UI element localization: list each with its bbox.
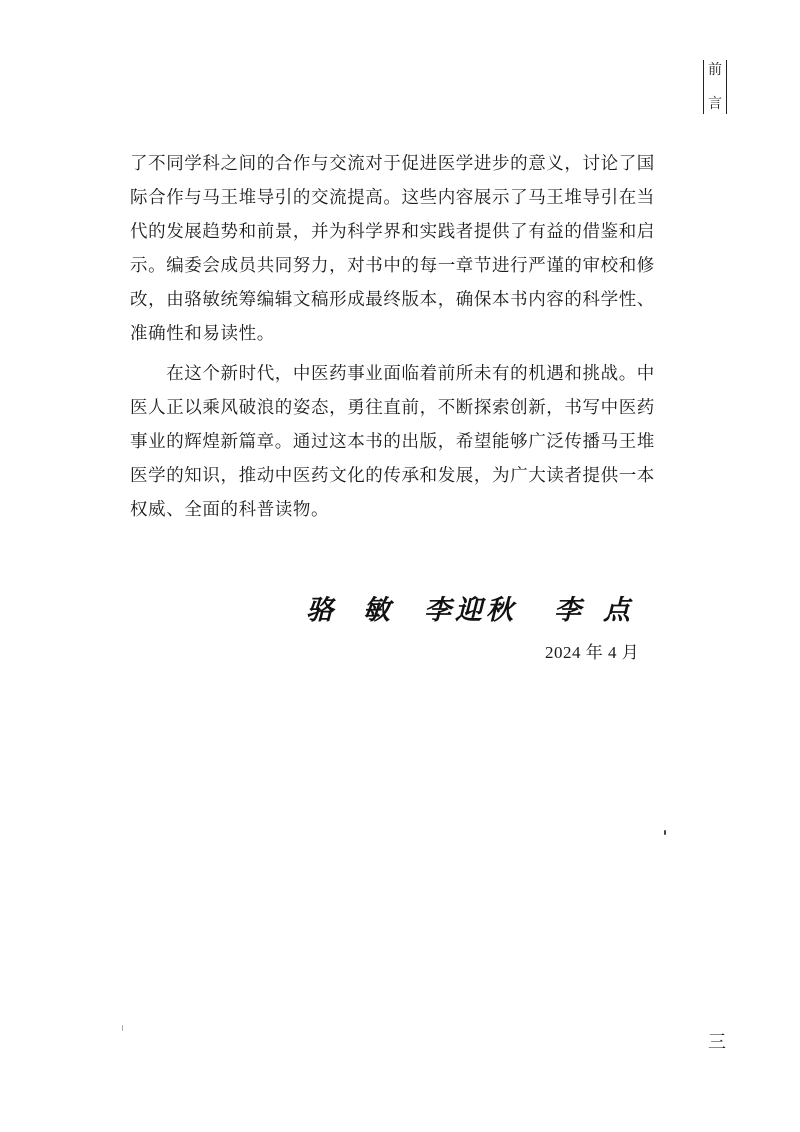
text-line: 权威、全面的科普读物。 xyxy=(130,500,330,520)
signing-date: 2024 年 4 月 xyxy=(545,643,640,662)
author-signatures xyxy=(306,588,652,636)
preface-body xyxy=(130,147,690,527)
text-line: 改，由骆敏统筹编辑文稿形成最终版本，确保本书内容的科学性、 xyxy=(130,290,655,310)
signature-3: 李点 xyxy=(554,595,652,626)
signature-2: 李迎秋 xyxy=(424,595,517,626)
signature-1: 骆敏 xyxy=(306,595,420,626)
paragraph-1 xyxy=(130,147,690,351)
page-number: 三 xyxy=(708,1032,726,1053)
text-line: 在这个新时代，中医药事业面临着前所未有的机遇和挑战。中 xyxy=(130,364,655,384)
section-tab-char-2: 言 xyxy=(708,96,722,112)
text-line: 准确性和易读性。 xyxy=(130,324,275,344)
scan-speck xyxy=(664,830,666,835)
text-line: 际合作与马王堆导引的交流提高。这些内容展示了马王堆导引在当 xyxy=(130,188,655,208)
text-line: 了不同学科之间的合作与交流对于促进医学进步的意义，讨论了国 xyxy=(130,154,655,174)
section-tab xyxy=(703,60,727,114)
text-line: 事业的辉煌新篇章。通过这本书的出版，希望能够广泛传播马王堆 xyxy=(130,432,655,452)
text-line: 医人正以乘风破浪的姿态，勇往直前，不断探索创新，书写中医药 xyxy=(130,398,655,418)
section-tab-char-1: 前 xyxy=(708,62,722,78)
scan-speck xyxy=(122,1025,123,1031)
text-line: 代的发展趋势和前景，并为科学界和实践者提供了有益的借鉴和启 xyxy=(130,222,655,242)
paragraph-2 xyxy=(130,357,690,527)
text-line: 示。编委会成员共同努力，对书中的每一章节进行严谨的审校和修 xyxy=(130,256,655,276)
text-line: 医学的知识，推动中医药文化的传承和发展，为广大读者提供一本 xyxy=(130,466,655,486)
